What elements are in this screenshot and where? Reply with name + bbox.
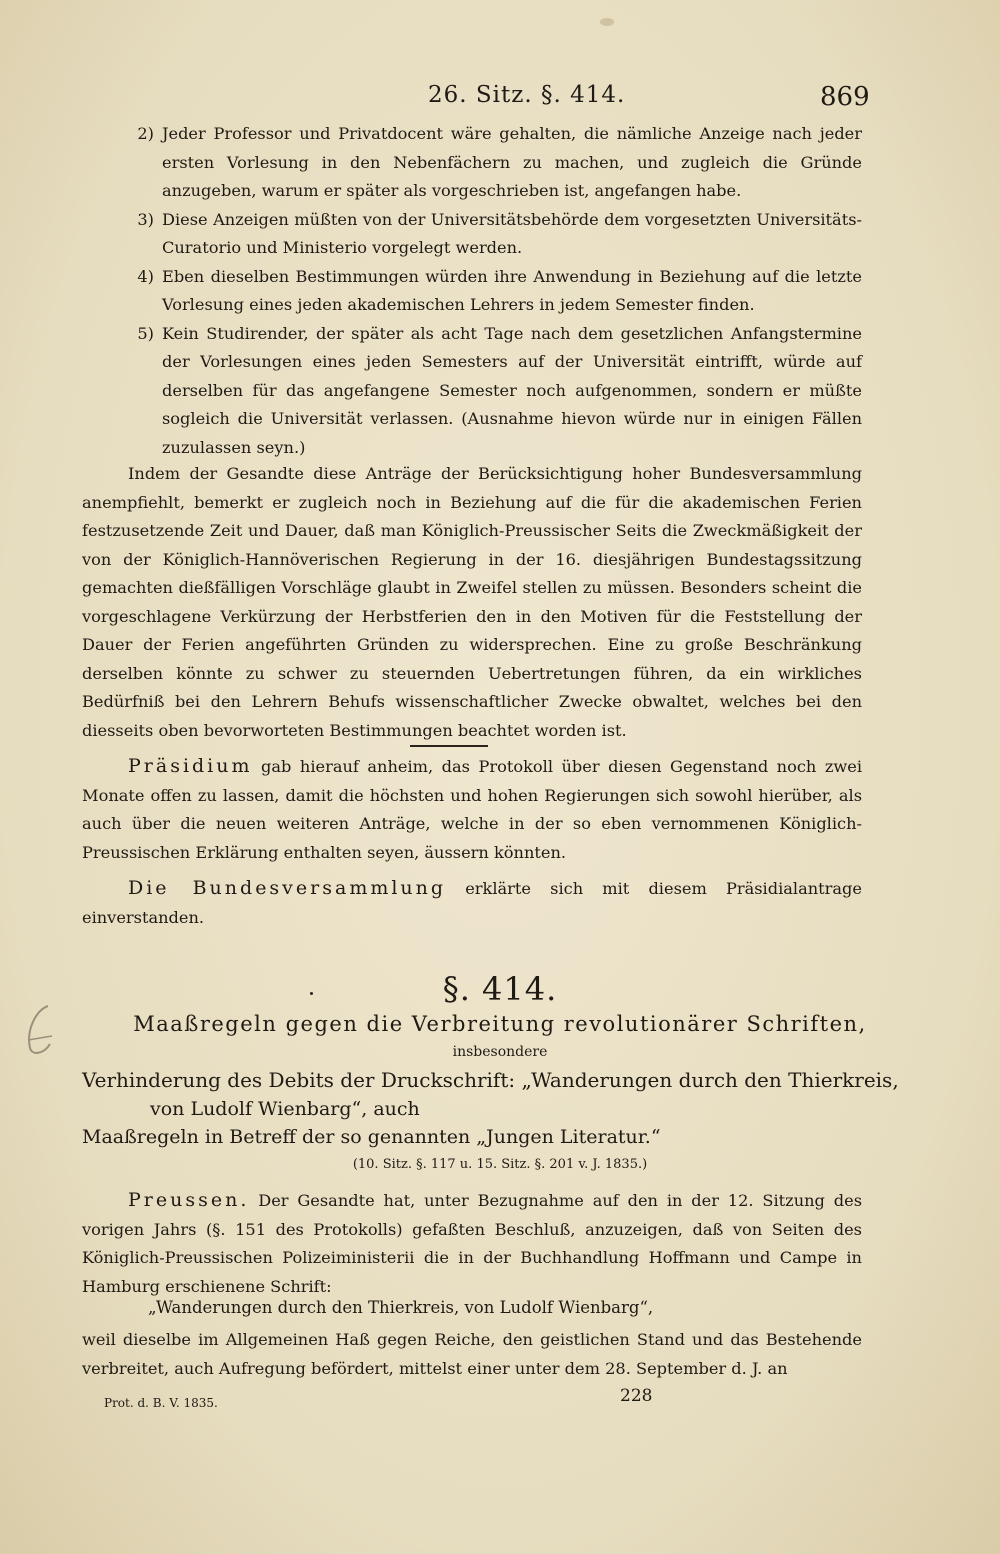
section-title-line: von Ludolf Wienbarg“, auch (150, 1098, 420, 1120)
speaker-lead: Präsidium (128, 755, 253, 777)
item-number: 2) (137, 124, 154, 143)
section-title: Maaßregeln gegen die Verbreitung revolutionärer Schriften, (133, 1012, 867, 1036)
list-item (82, 120, 862, 206)
list-item (82, 263, 862, 320)
section-title-line: Maaßregeln in Betreff der so genannten „Jungen Literatur.“ (82, 1126, 661, 1148)
item-text: Jeder Professor und Privatdocent wäre gehalten, die nämliche Anzeige nach jeder ersten Vorlesung in den Nebenfächern zu machen, und zugleich die Gründe anzugeben, warum er später als vorgeschrieben ist, angefangen habe. (162, 124, 862, 200)
running-head: 26. Sitz. §. 414. (428, 82, 626, 108)
page-number: 869 (820, 82, 870, 112)
footer-imprint: Prot. d. B. V. 1835. (104, 1396, 218, 1410)
paper-stain (600, 18, 614, 26)
paragraph-presidium (82, 752, 862, 867)
list-item (82, 320, 862, 463)
section-subtitle: insbesondere (452, 1044, 548, 1060)
list-item (82, 206, 862, 263)
paragraph-text: gab hierauf anheim, das Protokoll über diesen Gegenstand noch zwei Monate offen zu lassen, damit die höchsten und hohen Regierungen sich sowohl hierüber, als auch über die neuen weiteren Anträge, welche in der so eben vernommenen Königlich-Preussischen Erklärung enthalten seyen, äussern könnten. (82, 757, 862, 862)
item-number: 4) (137, 266, 154, 286)
section-title-line: Verhinderung des Debits der Druckschrift: „Wanderungen durch den Thierkreis, (82, 1068, 899, 1092)
paragraph-prussia (82, 1186, 862, 1301)
item-number: 3) (137, 209, 154, 229)
paragraph-envoy (82, 460, 862, 745)
speaker-lead: Preussen. (128, 1189, 250, 1211)
paragraph-text: weil dieselbe im Allgemeinen Haß gegen Reiche, den geistlichen Stand und das Bestehende verbreitet, auch Aufregung befördert, mittelst einer unter dem 28. September d. J. an (82, 1330, 862, 1378)
paragraph-continuation (82, 1326, 862, 1383)
quoted-title: „Wanderungen durch den Thierkreis, von Ludolf Wienbarg“, (148, 1298, 654, 1317)
paragraph-text: erklärte sich mit diesem Präsidialantrage einverstanden. (82, 879, 862, 927)
speaker-lead: Die Bundesversammlung (128, 877, 447, 899)
paragraph-text: Indem der Gesandte diese Anträge der Berücksichtigung hoher Bundesversammlung anempfiehlt, bemerkt er zugleich noch in Beziehung auf die für die akademischen Ferien festzusetzende Zeit und Dauer, daß man Königlich-Preussischer Seits die Zweckmäßigkeit der von der Königlich-Hannöverischen Regierung in der 16. diesjährigen Bundestagssitzung gemachten dießfälligen Vorschläge glaubt in Zweifel stellen zu müssen. Besonders scheint die vorgeschlagene Verkürzung der Herbstferien den in den Motiven für die Feststellung der Dauer der Ferien angeführten Gründen zu widersprechen. Eine zu große Beschränkung derselben könnte zu schwer zu steuernden Uebertretungen führen, da ein wirkliches Bedürfniß bei den Lehrern Behufs wissenschaftlicher Zwecke obwaltet, welches bei den diesseits oben bevorworteten Bestimmungen beachtet worden ist. (82, 464, 862, 740)
section-number: §. 414. (442, 970, 558, 1008)
item-text: Kein Studirender, der später als acht Tage nach dem gesetzlichen Anfangstermine der Vorlesungen eines jeden Semesters auf der Universität eintrifft, würde auf derselben für das angefangene Semester noch aufgenommen, sondern er müßte sogleich die Universität verlassen. (Ausnahme hievon würde nur in einigen Fällen zuzulassen seyn.) (162, 323, 862, 457)
section-reference: (10. Sitz. §. 117 u. 15. Sitz. §. 201 v. J. 1835.) (352, 1157, 648, 1172)
signature-number: 228 (620, 1386, 653, 1406)
item-text: Eben dieselben Bestimmungen würden ihre Anwendung in Beziehung auf die letzte Vorlesung eines jeden akademischen Lehrers in jedem Semester finden. (162, 266, 862, 314)
paragraph-assembly (82, 874, 862, 932)
separator-rule (410, 745, 488, 747)
item-text: Diese Anzeigen müßten von der Universitätsbehörde dem vorgesetzten Universitäts-Curatorio und Ministerio vorgelegt werden. (162, 209, 862, 257)
paragraph-text: Der Gesandte hat, unter Bezugnahme auf den in der 12. Sitzung des vorigen Jahrs (§. 151 des Protokolls) gefaßten Beschluß, anzuzeigen, daß von Seiten des Königlich-Preussischen Polizeiministerii die in der Buchhandlung Hoffmann und Campe in Hamburg erschienene Schrift: (82, 1191, 862, 1296)
item-number: 5) (137, 323, 154, 343)
numbered-list (82, 120, 862, 462)
